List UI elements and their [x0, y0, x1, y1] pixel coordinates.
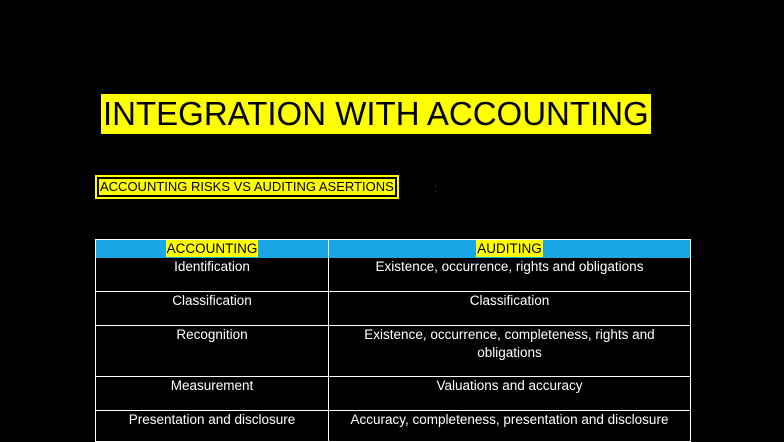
slide-title: INTEGRATION WITH ACCOUNTING: [103, 95, 649, 132]
accounting-cell: Measurement: [96, 377, 329, 411]
table-row: [96, 258, 691, 292]
auditing-cell: Existence, occurrence, completeness, rights and obligations: [329, 326, 691, 377]
header-accounting: [96, 240, 329, 259]
table-row: [96, 377, 691, 411]
accounting-cell: Identification: [96, 258, 329, 292]
auditing-cell: Valuations and accuracy: [329, 377, 691, 411]
subtitle-box: [95, 175, 399, 199]
accounting-cell: Classification: [96, 292, 329, 326]
comparison-table: [95, 239, 691, 442]
auditing-cell: Existence, occurrence, rights and obligations: [329, 258, 691, 292]
header-auditing: [329, 240, 691, 259]
table-row: [96, 411, 691, 442]
table-row: [96, 326, 691, 377]
table-row: [96, 292, 691, 326]
slide-subtitle: ACCOUNTING RISKS VS AUDITING ASERTIONS: [100, 179, 394, 194]
auditing-cell: Accuracy, completeness, presentation and disclosure: [329, 411, 691, 442]
auditing-cell: Classification: [329, 292, 691, 326]
table-header-row: [96, 240, 691, 259]
accounting-cell: Presentation and disclosure: [96, 411, 329, 442]
header-auditing-label: AUDITING: [477, 241, 542, 256]
accounting-cell: Recognition: [96, 326, 329, 377]
subtitle-colon: :: [434, 181, 438, 195]
header-accounting-label: ACCOUNTING: [166, 241, 258, 256]
